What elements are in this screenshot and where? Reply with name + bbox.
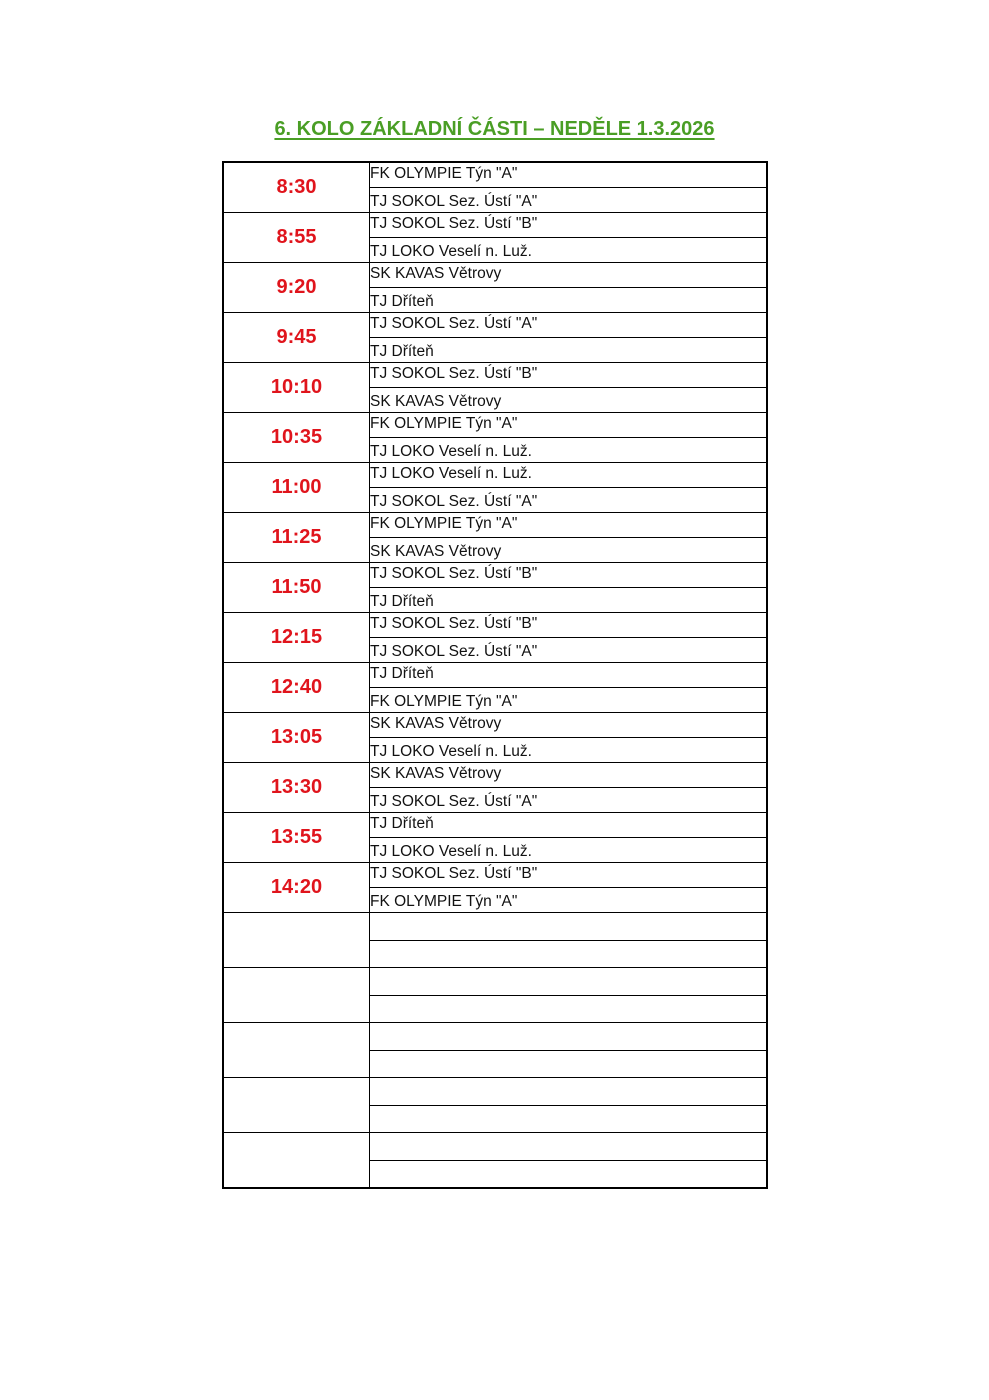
match-time: 10:10 (223, 363, 370, 413)
match-row (223, 513, 767, 538)
home-team (370, 1023, 768, 1051)
away-team: TJ Dříteň (370, 288, 768, 313)
away-team: TJ SOKOL Sez. Ústí "A" (370, 788, 768, 813)
away-team: SK KAVAS Větrovy (370, 388, 768, 413)
away-team (370, 940, 768, 968)
match-row (223, 1133, 767, 1161)
match-row (223, 313, 767, 338)
home-team: TJ SOKOL Sez. Ústí "B" (370, 213, 768, 238)
match-time: 11:25 (223, 513, 370, 563)
match-row (223, 363, 767, 388)
away-team: TJ LOKO Veselí n. Luž. (370, 238, 768, 263)
home-team: FK OLYMPIE Týn "A" (370, 162, 768, 188)
match-time: 11:00 (223, 463, 370, 513)
away-team: TJ Dříteň (370, 338, 768, 363)
home-team: SK KAVAS Větrovy (370, 713, 768, 738)
match-row (223, 162, 767, 188)
away-team: TJ Dříteň (370, 588, 768, 613)
match-time: 9:20 (223, 263, 370, 313)
match-row (223, 813, 767, 838)
match-time: 8:30 (223, 162, 370, 213)
match-row (223, 413, 767, 438)
away-team: TJ SOKOL Sez. Ústí "A" (370, 188, 768, 213)
home-team: TJ LOKO Veselí n. Luž. (370, 463, 768, 488)
home-team: TJ SOKOL Sez. Ústí "B" (370, 563, 768, 588)
match-time: 9:45 (223, 313, 370, 363)
away-team: TJ SOKOL Sez. Ústí "A" (370, 638, 768, 663)
match-time: 11:50 (223, 563, 370, 613)
match-row (223, 663, 767, 688)
match-time: 13:30 (223, 763, 370, 813)
away-team: TJ LOKO Veselí n. Luž. (370, 738, 768, 763)
match-row (223, 968, 767, 996)
match-time (223, 913, 370, 968)
match-schedule-table (222, 161, 768, 1189)
away-team (370, 1160, 768, 1188)
match-row (223, 913, 767, 941)
away-team: FK OLYMPIE Týn "A" (370, 688, 768, 713)
away-team (370, 1050, 768, 1078)
home-team (370, 1078, 768, 1106)
home-team (370, 913, 768, 941)
match-row (223, 613, 767, 638)
match-time (223, 1133, 370, 1189)
away-team (370, 1105, 768, 1133)
match-row (223, 213, 767, 238)
match-row (223, 263, 767, 288)
match-time: 8:55 (223, 213, 370, 263)
home-team (370, 1133, 768, 1161)
match-row (223, 713, 767, 738)
match-time (223, 1023, 370, 1078)
home-team: TJ SOKOL Sez. Ústí "B" (370, 613, 768, 638)
match-row (223, 463, 767, 488)
match-time: 10:35 (223, 413, 370, 463)
away-team (370, 995, 768, 1023)
match-time: 12:40 (223, 663, 370, 713)
home-team: TJ SOKOL Sez. Ústí "B" (370, 863, 768, 888)
away-team: TJ SOKOL Sez. Ústí "A" (370, 488, 768, 513)
home-team: TJ SOKOL Sez. Ústí "B" (370, 363, 768, 388)
away-team: TJ LOKO Veselí n. Luž. (370, 838, 768, 863)
home-team: SK KAVAS Větrovy (370, 263, 768, 288)
home-team (370, 968, 768, 996)
home-team: SK KAVAS Větrovy (370, 763, 768, 788)
match-time (223, 968, 370, 1023)
page-title: 6. KOLO ZÁKLADNÍ ČÁSTI – NEDĚLE 1.3.2026 (274, 118, 715, 140)
away-team: FK OLYMPIE Týn "A" (370, 888, 768, 913)
home-team: FK OLYMPIE Týn "A" (370, 513, 768, 538)
match-time: 13:55 (223, 813, 370, 863)
match-row (223, 863, 767, 888)
home-team: TJ SOKOL Sez. Ústí "A" (370, 313, 768, 338)
match-row (223, 563, 767, 588)
match-time: 13:05 (223, 713, 370, 763)
match-row (223, 1023, 767, 1051)
match-row (223, 763, 767, 788)
home-team: TJ Dříteň (370, 813, 768, 838)
away-team: TJ LOKO Veselí n. Luž. (370, 438, 768, 463)
match-time: 12:15 (223, 613, 370, 663)
match-time (223, 1078, 370, 1133)
match-row (223, 1078, 767, 1106)
match-time: 14:20 (223, 863, 370, 913)
away-team: SK KAVAS Větrovy (370, 538, 768, 563)
home-team: TJ Dříteň (370, 663, 768, 688)
home-team: FK OLYMPIE Týn "A" (370, 413, 768, 438)
